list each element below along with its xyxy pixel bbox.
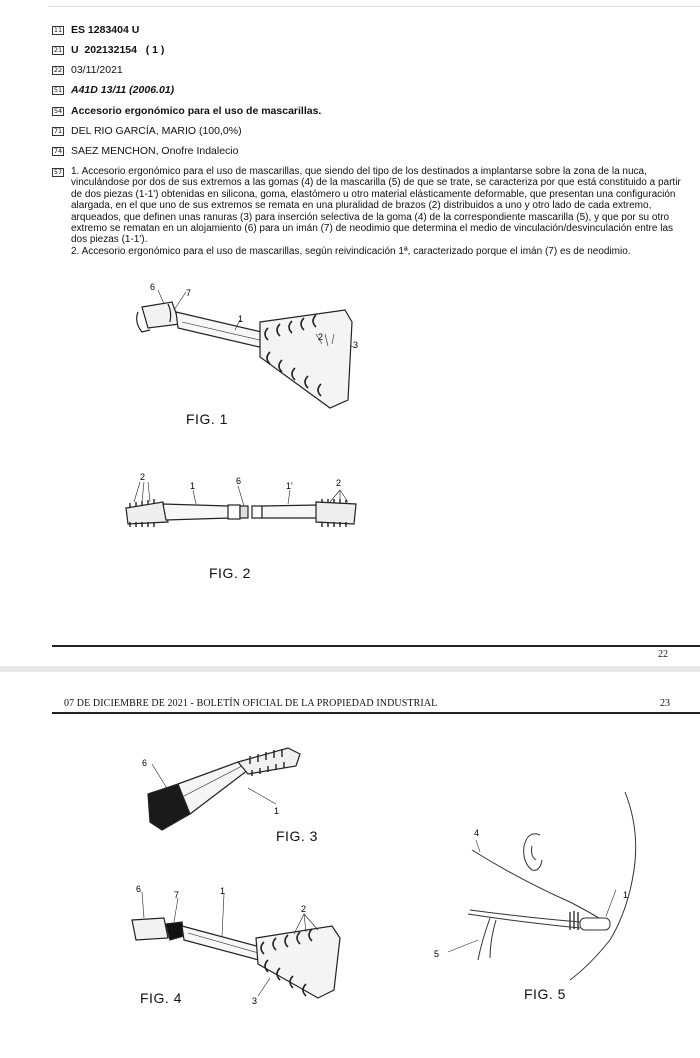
fig4-ref-1: 1 [220, 886, 225, 896]
fig2-ref-1-prime: 1' [286, 481, 293, 491]
fig4-ref-3: 3 [252, 996, 257, 1006]
fig2-ref-2-left: 2 [140, 472, 145, 482]
fig5-ref-1: 1 [623, 890, 628, 900]
fig3-ref-1: 1 [274, 806, 279, 816]
inid-code-box: 71 [52, 127, 64, 136]
figure-4-caption: FIG. 4 [140, 990, 182, 1006]
figure-1-drawing [120, 282, 380, 412]
field-classification [52, 84, 174, 97]
fig3-ref-6: 6 [142, 758, 147, 768]
claim-2: 2. Accesorio ergonómico para el uso de mascarillas, según reivindicación 1ª, caracterizado porque el imán (7) es de neodimio. [71, 246, 688, 257]
fig1-ref-1: 1 [238, 314, 243, 324]
field-agent [52, 145, 238, 158]
figure-4-drawing [124, 878, 364, 1008]
footer-rule [52, 645, 700, 647]
field-title [52, 105, 321, 118]
fig2-ref-1: 1 [190, 481, 195, 491]
fig5-ref-4: 4 [474, 828, 479, 838]
fig4-ref-7: 7 [174, 890, 179, 900]
field-applicant [52, 125, 242, 138]
application-number: U 202132154 ( 1 ) [71, 44, 164, 57]
invention-title: Accesorio ergonómico para el uso de mascarillas. [71, 105, 321, 118]
field-filing-date [52, 64, 123, 77]
figure-5-drawing [420, 790, 650, 990]
field-publication-number [52, 24, 139, 37]
bulletin-page-22 [0, 0, 700, 666]
figure-5-caption: FIG. 5 [524, 986, 566, 1002]
fig2-ref-2-right: 2 [336, 478, 341, 488]
bulletin-page-23 [0, 672, 700, 1058]
inid-code-box: 51 [52, 86, 64, 95]
applicant: DEL RIO GARCÍA, MARIO (100,0%) [71, 125, 242, 138]
fig4-ref-2: 2 [301, 904, 306, 914]
agent: SAEZ MENCHON, Onofre Indalecio [71, 145, 238, 158]
inid-code-box: 54 [52, 107, 64, 116]
figure-3-caption: FIG. 3 [276, 828, 318, 844]
inid-code-box: 22 [52, 66, 64, 75]
inid-code-box: 21 [52, 46, 64, 55]
fig2-ref-6: 6 [236, 476, 241, 486]
page-number-23: 23 [660, 698, 670, 709]
figure-2-caption: FIG. 2 [209, 565, 251, 581]
fig1-ref-7: 7 [186, 288, 191, 298]
fig4-ref-6: 6 [136, 884, 141, 894]
publication-number: ES 1283404 U [71, 24, 139, 37]
top-rule [48, 6, 700, 7]
inid-code-box: 11 [52, 26, 64, 35]
filing-date: 03/11/2021 [71, 64, 123, 77]
classification: A41D 13/11 (2006.01) [71, 84, 174, 97]
figure-1-caption: FIG. 1 [186, 411, 228, 427]
field-application-number [52, 44, 164, 57]
fig1-ref-3: 3 [353, 340, 358, 350]
fig5-ref-5: 5 [434, 949, 439, 959]
claim-1: 1. Accesorio ergonómico para el uso de mascarillas, que siendo del tipo de los destinados a implantarse sobre la zona de la nuca, vinculándose por dos de sus extremos a las gomas (4) de la mascarilla (5) de que se trate, se caracteriza por que está constituido a partir de dos piezas (1-1') obtenidas en silicona, goma, elastómero u otro material elásticamente deformable, que presentan una configuración alargada, en el que uno de sus extremos se remata en una pluralidad de brazos (2) distribuidos a uno y otro lado de cada extremo, arqueados, que definen unas ranuras (3) para inserción selectiva de la goma (4) de la correspondiente mascarilla (5), y que por su otro extremo se rematan en un alojamiento (6) para un imán (7) de neodimio que determina el medio de vinculación/desvinculación entre las dos piezas (1-1'). [71, 166, 688, 246]
fig1-ref-6: 6 [150, 282, 155, 292]
running-header: 07 DE DICIEMBRE DE 2021 - BOLETÍN OFICIAL DE LA PROPIEDAD INDUSTRIAL [64, 698, 437, 709]
figure-2-drawing [118, 472, 368, 542]
inid-code-box: 57 [52, 168, 64, 177]
inid-code-box: 74 [52, 147, 64, 156]
page-number-22: 22 [658, 649, 668, 660]
fig1-ref-2: 2 [318, 332, 323, 342]
header-rule [52, 712, 700, 714]
field-abstract [52, 166, 688, 257]
